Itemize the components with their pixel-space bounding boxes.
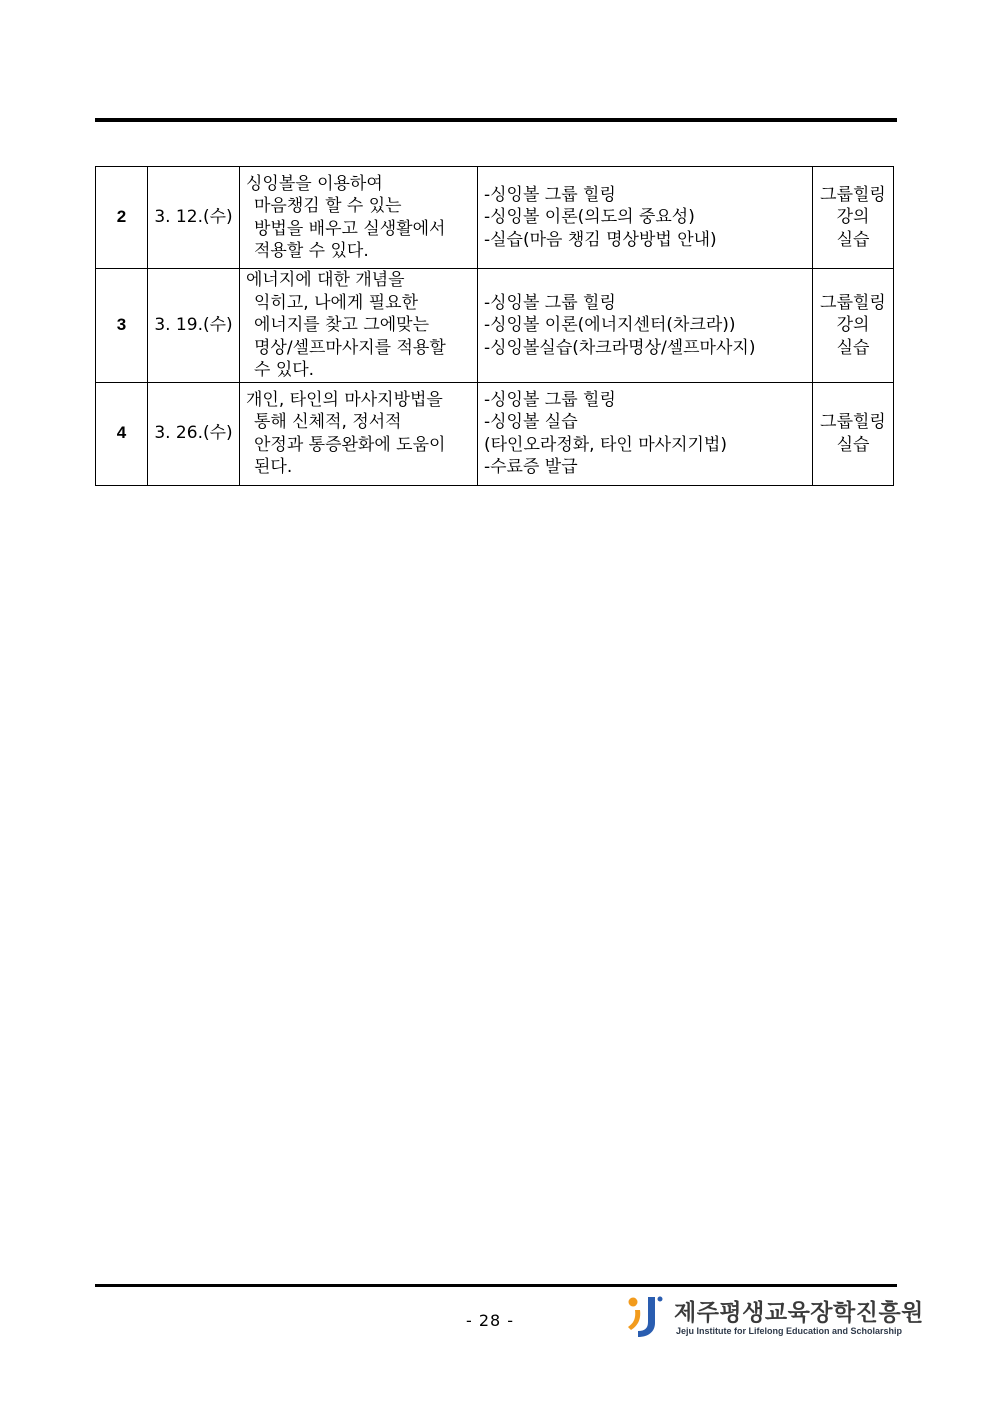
goal-line: 방법을 배우고 실생활에서 bbox=[254, 218, 446, 239]
header-rule bbox=[95, 118, 897, 122]
session-number: 3 bbox=[96, 269, 148, 383]
session-goal bbox=[240, 269, 478, 383]
session-date: 3. 19.(수) bbox=[148, 269, 240, 383]
session-content bbox=[478, 382, 813, 485]
goal-line: 명상/셀프마사지를 적용할 bbox=[254, 337, 446, 358]
session-number: 4 bbox=[96, 382, 148, 485]
method-line: 실습 bbox=[836, 229, 870, 250]
content-line: -수료증 발급 bbox=[484, 457, 578, 477]
page-number: - 28 - bbox=[465, 1311, 515, 1330]
session-content bbox=[478, 269, 813, 383]
content-line: -실습(마음 챙김 명상방법 안내) bbox=[484, 229, 717, 250]
institute-name: 제주평생교육장학진흥원 bbox=[674, 1300, 924, 1326]
session-date: 3. 12.(수) bbox=[148, 167, 240, 269]
method-line: 그룹힐링 bbox=[820, 292, 886, 313]
goal-line: 마음챙김 할 수 있는 bbox=[254, 196, 402, 216]
goal-line: 적용할 수 있다. bbox=[254, 241, 369, 261]
method-line: 강의 bbox=[836, 207, 870, 228]
method-line: 강의 bbox=[836, 315, 870, 335]
content-line: -싱잉볼 이론(에너지센터(차크라)) bbox=[484, 315, 736, 335]
content-line: (타인오라정화, 타인 마사지기법) bbox=[484, 434, 727, 455]
method-line: 실습 bbox=[836, 434, 870, 455]
table-row bbox=[96, 167, 894, 269]
schedule-table bbox=[95, 166, 894, 486]
institute-emblem-icon bbox=[624, 1293, 664, 1339]
goal-line: 에너지에 대한 개념을 bbox=[246, 270, 405, 290]
method-line: 실습 bbox=[836, 337, 870, 358]
content-line: -싱잉볼 그룹 힐링 bbox=[484, 292, 616, 313]
goal-line: 싱잉볼을 이용하여 bbox=[246, 173, 383, 194]
goal-line: 에너지를 찾고 그에맞는 bbox=[254, 315, 430, 335]
content-line: -싱잉볼 이론(의도의 중요성) bbox=[484, 207, 695, 228]
table-row bbox=[96, 269, 894, 383]
goal-line: 수 있다. bbox=[254, 360, 315, 380]
method-line: 그룹힐링 bbox=[820, 184, 886, 205]
session-method bbox=[813, 269, 894, 383]
session-method bbox=[813, 167, 894, 269]
table-row bbox=[96, 382, 894, 485]
content-line: -싱잉볼 실습 bbox=[484, 412, 578, 432]
institute-english-name: Jeju Institute for Lifelong Education and Scholarship bbox=[676, 1326, 903, 1336]
goal-line: 개인, 타인의 마사지방법을 bbox=[246, 389, 443, 410]
content-line: -싱잉볼 그룹 힐링 bbox=[484, 184, 616, 205]
goal-line: 익히고, 나에게 필요한 bbox=[254, 292, 419, 313]
method-line: 그룹힐링 bbox=[820, 412, 886, 432]
session-goal bbox=[240, 167, 478, 269]
goal-line: 안정과 통증완화에 도움이 bbox=[254, 434, 446, 455]
session-number: 2 bbox=[96, 167, 148, 269]
session-date: 3. 26.(수) bbox=[148, 382, 240, 485]
content-line: -싱잉볼실습(차크라명상/셀프마사지) bbox=[484, 337, 756, 358]
session-content bbox=[478, 167, 813, 269]
goal-line: 통해 신체적, 정서적 bbox=[254, 412, 402, 432]
institute-logo bbox=[624, 1293, 924, 1339]
content-line: -싱잉볼 그룹 힐링 bbox=[484, 389, 616, 410]
footer-rule bbox=[95, 1284, 897, 1287]
session-goal bbox=[240, 382, 478, 485]
session-method bbox=[813, 382, 894, 485]
goal-line: 된다. bbox=[254, 457, 293, 477]
